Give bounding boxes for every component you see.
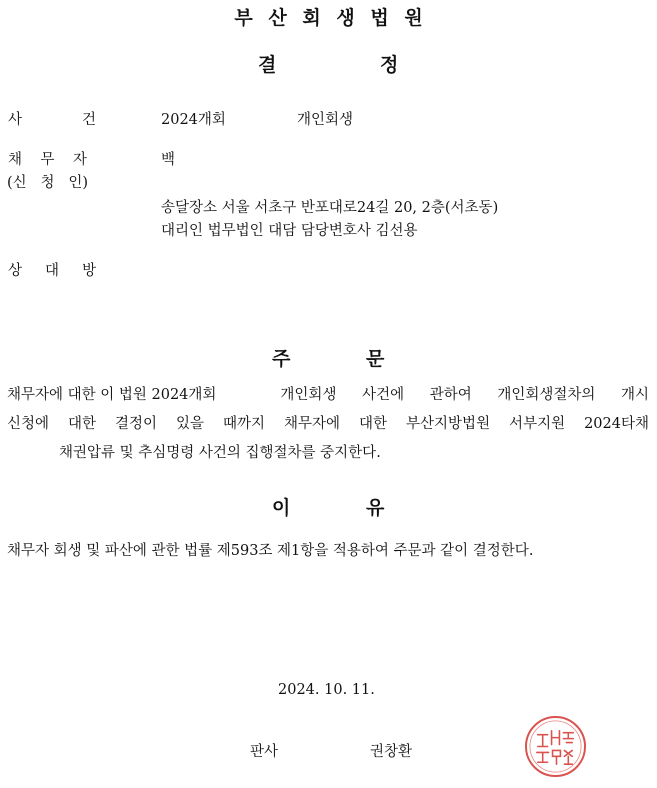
reason-heading-char-2: 유 (366, 497, 385, 519)
debtor-name: 백 (161, 152, 176, 168)
case-type: 개인회생 (297, 112, 354, 128)
order-line-3 (7, 439, 649, 468)
order-line-3-text: 채권압류 및 추심명령 사건의 집행절차를 중지한다. (59, 445, 381, 461)
respondent-label: 상 대 방 (8, 263, 97, 279)
doc-type-char-1: 결 (258, 54, 277, 76)
debtor-label: 채 무 자 (8, 152, 87, 168)
order-line-1 (7, 381, 649, 410)
judge-title: 판사 (250, 744, 279, 760)
order-heading-char-2: 문 (366, 348, 385, 370)
case-label-2: 건 (82, 112, 97, 128)
reason-heading-char-1: 이 (272, 497, 291, 519)
decision-date: 2024. 10. 11. (278, 682, 375, 698)
applicant-label: (신 청 인) (7, 175, 88, 191)
court-name-char: 산 (268, 7, 287, 29)
order-heading-char-1: 주 (272, 348, 291, 370)
court-seal-icon (524, 715, 587, 778)
case-number: 2024개회 (161, 112, 226, 128)
order-text (7, 381, 649, 468)
order-line-2 (7, 410, 649, 439)
court-name (0, 3, 657, 30)
case-label: 사 (8, 112, 23, 128)
court-name-char: 생 (336, 7, 355, 29)
reason-text: 채무자 회생 및 파산에 관한 법률 제593조 제1항을 적용하여 주문과 같이 결정한다. (7, 543, 534, 559)
order-line-1-part2: 개인회생 사건에 관하여 개인회생절차의 개시 (280, 387, 649, 403)
court-name-char: 회 (302, 7, 321, 29)
court-name-char: 법 (370, 7, 389, 29)
order-line-2-text: 신청에 대한 결정이 있을 때까지 채무자에 대한 부산지방법원 서부지원 2024타채 (7, 416, 649, 432)
legal-agent: 대리인 법무법인 대담 담당변호사 김선용 (161, 223, 418, 239)
court-name-char: 부 (234, 7, 253, 29)
service-address: 송달장소 서울 서초구 반포대로24길 20, 2층(서초동) (161, 200, 499, 216)
court-name-char: 원 (404, 7, 423, 29)
redaction-gap (216, 381, 280, 410)
judge-name: 권창환 (370, 744, 413, 760)
order-line-1-part1: 채무자에 대한 이 법원 2024개회 (7, 387, 217, 403)
doc-type-char-2: 정 (380, 54, 399, 76)
